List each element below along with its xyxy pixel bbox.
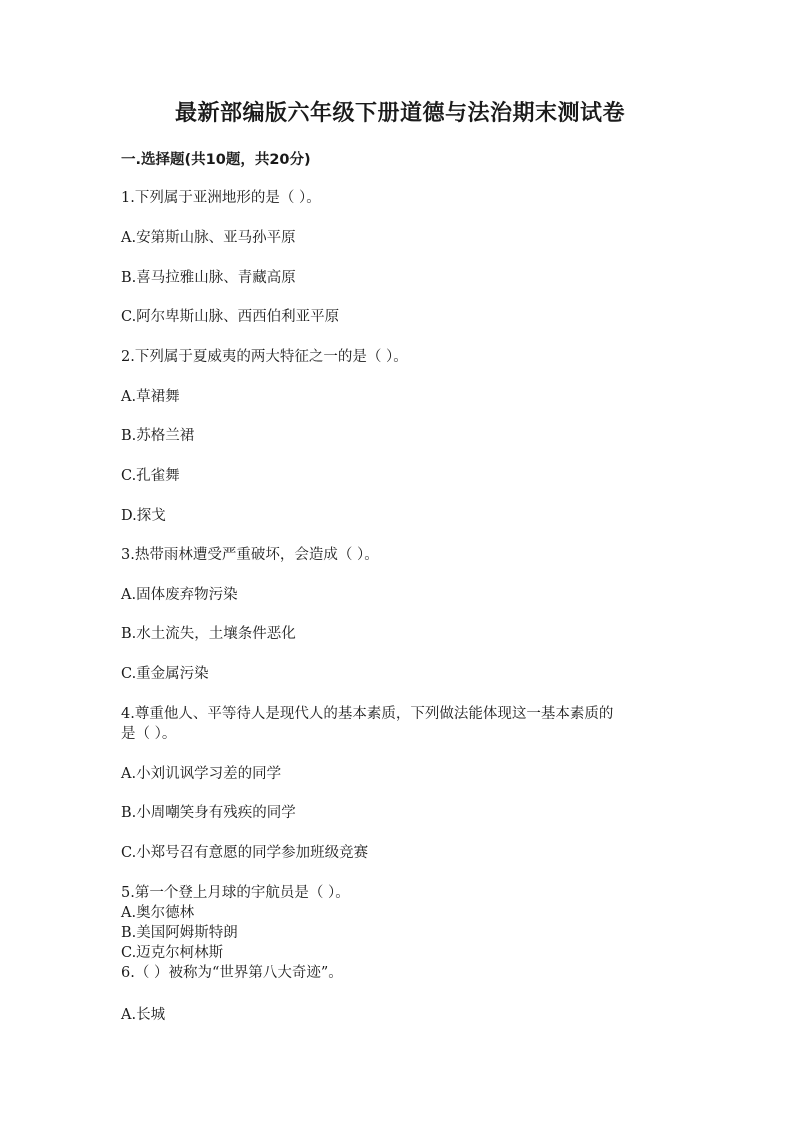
question-3-option-b: B.水土流失，土壤条件恶化 bbox=[121, 626, 296, 642]
question-4-stem-line-2: 是（ ）。 bbox=[121, 726, 177, 742]
question-3-option-c: C.重金属污染 bbox=[121, 666, 209, 682]
question-1-option-b: B.喜马拉雅山脉、青藏高原 bbox=[121, 270, 296, 286]
question-3-stem: 3.热带雨林遭受严重破坏，会造成（ ）。 bbox=[121, 547, 379, 563]
page-title: 最新部编版六年级下册道德与法治期末测试卷 bbox=[174, 101, 625, 126]
question-5-option-b: B.美国阿姆斯特朗 bbox=[121, 925, 238, 941]
question-5-option-a: A.奥尔德林 bbox=[121, 905, 195, 921]
question-1-option-a: A.安第斯山脉、亚马孙平原 bbox=[121, 230, 296, 246]
question-1-stem: 1.下列属于亚洲地形的是（ ）。 bbox=[121, 190, 321, 206]
question-6-option-a: A.长城 bbox=[121, 1007, 166, 1023]
question-2-option-d: D.探戈 bbox=[121, 508, 166, 524]
question-2-stem: 2.下列属于夏威夷的两大特征之一的是（ ）。 bbox=[121, 349, 408, 365]
section-heading: 一.选择题(共10题，共20分) bbox=[121, 152, 311, 168]
question-3-option-a: A.固体废弃物污染 bbox=[121, 587, 238, 603]
question-2-option-c: C.孔雀舞 bbox=[121, 468, 180, 484]
question-6-stem: 6.（ ）被称为“世界第八大奇迹”。 bbox=[121, 965, 343, 981]
question-5-option-c: C.迈克尔柯林斯 bbox=[121, 945, 224, 961]
question-2-option-a: A.草裙舞 bbox=[121, 389, 180, 405]
question-4-stem-line-1: 4.尊重他人、平等待人是现代人的基本素质，下列做法能体现这一基本素质的 bbox=[121, 706, 614, 722]
question-4-option-b: B.小周嘲笑身有残疾的同学 bbox=[121, 805, 296, 821]
question-1-option-c: C.阿尔卑斯山脉、西西伯利亚平原 bbox=[121, 309, 340, 325]
question-4-option-c: C.小郑号召有意愿的同学参加班级竞赛 bbox=[121, 845, 369, 861]
question-2-option-b: B.苏格兰裙 bbox=[121, 428, 195, 444]
question-4-option-a: A.小刘讥讽学习差的同学 bbox=[121, 766, 282, 782]
question-5-stem: 5.第一个登上月球的宇航员是（ ）。 bbox=[121, 885, 350, 901]
